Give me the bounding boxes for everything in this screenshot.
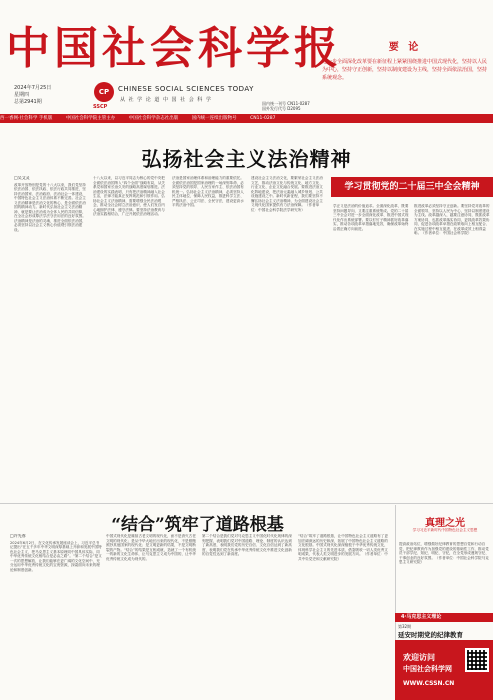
promo-site-name: 中国社会科学网 [403,665,452,673]
lead-article-col-2 [93,176,168,501]
weekday-line: 星期四 [14,92,30,98]
second-article-col-4 [298,534,390,696]
lead-col-4-text: 建设社会主义法治文化，要繁荣社会主义法治文艺，推动法治文化与传统文化、地方文化、行业文化、企业文化融合发展。要推进法治文化阵地建设，把法治元素融入城乡规划、公共设施建设之中。新时代新征程，我们要坚持不懈弘扬社会主义法治精神，为全面建设社会主义现代化国家提供有力法治保障。（作者单位：中国社会科学院法学研究所） [251,176,323,212]
zhenli-subheading: 学习习近平新时代中国特色社会主义思想 [412,528,478,532]
date-info [14,85,51,106]
yaolun-title: 要 论 [388,42,422,53]
lead-col-1-text: 改革开放特别是党的十八大以来，我们党坚持依法治国、依法执政、依法行政共同推进，坚持法治国家、法治政府、法治社会一体建设，中国特色社会主义法治体系不断完善。社会主义法治精神是法治文化的核心，是全面依法治国的精神动力。新时代弘扬社会主义法治精神，就是要让法治成为全体人民的共同信仰，在全社会形成尊法学法守法用法的良好氛围。法治精神是法治的灵魂，推进全面依法治国，必须坚持以社会主义核心价值观引领法治建设。 [14,182,86,232]
yaolun-box [322,38,488,98]
section-divider [0,503,493,504]
domestic-code: 国内统一刊号 CN11-0287 [262,101,310,106]
logo-text: SSCP [93,104,108,110]
lead-byline: □吴文灵 [14,176,30,180]
promo-url-link[interactable]: WWW.CSSN.CN [403,680,455,687]
second-headline: “结合”筑牢了道路根基 [111,515,284,535]
cssn-promo[interactable] [395,640,493,700]
date-line: 2024年7月25日 [14,85,52,91]
lead-col-3-text: 法治是国家治理体系和治理能力的重要依托。全面依法治国是国家治理的一场深刻革命，必须坚持党的领导、人民当家作主、依法治国有机统一。弘扬社会主义法治精神，必须坚持人民主体地位，保障人民权益，推进科学立法、严格执法、公正司法、全民守法，建设更高水平的法治中国。 [172,176,244,207]
main-headline: 弘扬社会主义法治精神 [141,147,352,171]
issue-number-line: 总第2941期 [14,99,42,105]
masthead [0,0,493,112]
english-name: CHINESE SOCIAL SCIENCES TODAY [118,85,254,93]
band-item: 西一香网·社会科学 手机版 [0,116,53,121]
zhenli-heading: 真理之光 [425,518,465,529]
course-band: 4·马克思主义理论 [395,613,493,622]
second-byline: □许先春 [10,534,26,538]
second-article-col-3 [202,534,294,696]
yaolun-text: 进一步全面深化改革要在新征程上紧紧围绕推进中国式现代化，坚持以人民为中心，坚持守正创新，坚持以制度建设为主线，坚持全面依法治国，坚持系统观念。 [322,59,488,81]
second-col-4-text: “结合”筑牢了道路根基，让中国特色社会主义道路有了更加宏阔深远的历史纵深，拓展了中国特色社会主义道路的文化根基。中国式现代化深深植根于中华优秀传统文化，体现科学社会主义的先进本质，借鉴吸收一切人类优秀文明成果，代表人类文明进步的发展方向。（作者单位：中共中央党史和文献研究院） [298,534,388,561]
course-title[interactable]: 延安时期党的纪律教育 [398,631,463,639]
lead-article-col-1 [14,176,89,501]
sidebar-col-1 [333,204,411,500]
band-item: 国内统一连续出版物号 [191,116,237,121]
zhenli-article [399,542,490,610]
lead-article-col-4 [251,176,326,501]
band-item: 中国社会科学杂志社出版 [128,116,179,121]
second-col-3-text: 第二个结合是我们党对马克思主义中国化时代化规律的深刻把握，表明我们党对中国道路、理论、制度的认识达到了新高度，表明我们党的历史自信、文化自信达到了新高度，表明我们党在传承中华优秀传统文化中推进文化创新的自觉性达到了新高度。 [202,534,292,556]
band-item: CN11-0287 [250,116,276,121]
issue-info [262,101,310,111]
sidebar-col-1-text: 学正义是法治的价值追求。全面深化改革，既要坚持问题导向，又要注重系统集成。党的二十届三中全会对进一步全面深化改革、推进中国式现代化作出系统部署。要以钉钉子精神抓好改革落实，推动各项改革举措落地见效，确保改革始终沿着正确方向前进。 [333,204,409,231]
newspaper-title: 中国社会科学报 [6,23,342,74]
course-issue: 第32期 [398,624,412,629]
qr-code-icon[interactable] [465,648,489,672]
second-col-2-text: 中国式现代化是赓续古老文明的现代化，而不是消灭古老文明的现代化；是从中华大地长出来的现代化，不是照搬照抄其他国家的现代化；是文明更新的结果，不是文明断裂的产物。“结合”的结果是互相成就，造就了一个有机统一的新的文化生命体，让马克思主义成为中国的，让中华优秀传统文化成为现代的。 [106,534,196,561]
lead-col-2-text: 十八大以来，以习近平同志为核心的党中央把全面依法治国纳入“四个全面”战略布局，从关系党和国家长治久安的战略高度谋划推进。法治建设的实践表明，只有把法治精神融入社会生活，法律才能真正发挥规范和引领作用。弘扬社会主义法治精神，需要增强全民法治观念，推动全社会树立法治意识，使人们发自内心地拥护法律、遵守法律。要坚持法治教育与法治实践相结合，广泛开展依法治理活动。 [93,176,166,216]
red-info-band [0,114,493,123]
promo-welcome: 欢迎访问 [403,653,435,662]
lead-article-col-3 [172,176,247,501]
band-item: 中国社会科学院主管主办 [65,116,116,121]
second-article-col-2 [106,534,198,696]
sscp-logo-icon: CP [94,82,114,102]
slogan: 从 社 学 论 道 中 国 社 会 科 学 [120,97,212,103]
sidebar-col-2 [414,204,492,500]
sidebar-col-2-text: 推进改革必须坚持守正创新。要坚持党对改革的全面领导，坚持以人民为中心，坚持以制度建设为主线。改革越深入，越要注意协同，既抓改革方案协同，也抓改革落实协同，更抓改革效果协同，促进各项改革举措在政策取向上相互配合、在实施过程中相互促进、在改革成效上相得益彰。（作者单位：中国社会科学院） [414,204,490,235]
second-col-1-text: 2024年6月2日，在文化传承发展座谈会上，习近平总书记提出“在五千多年中华文明深厚基础上开辟和发展中国特色社会主义，把马克思主义基本原理同中国具体实际、同中华优秀传统文化相结合是必由之路”。“第二个结合”是又一次的思想解放，让我们能够在更广阔的文化空间中，充分运用中华优秀传统文化的宝贵资源，探索面向未来的理论和制度创新。 [10,540,102,572]
foreign-code: 国外发行代号 D2095 [262,106,301,111]
zhenli-article-text: 提高政治站位，增强做好纪律教育的思想自觉和行动自觉，把纪律教育作为加强党的建设的基础性工作，推动党员干部学纪、知纪、明纪、守纪，在全党形成遵规守纪、干事创业的良好氛围。（作者单位：中国社会科学院马克思主义研究院） [399,542,489,564]
second-article-col-1 [10,534,102,696]
sidebar-heading: 学习贯彻党的二十届三中全会精神 [331,177,493,197]
